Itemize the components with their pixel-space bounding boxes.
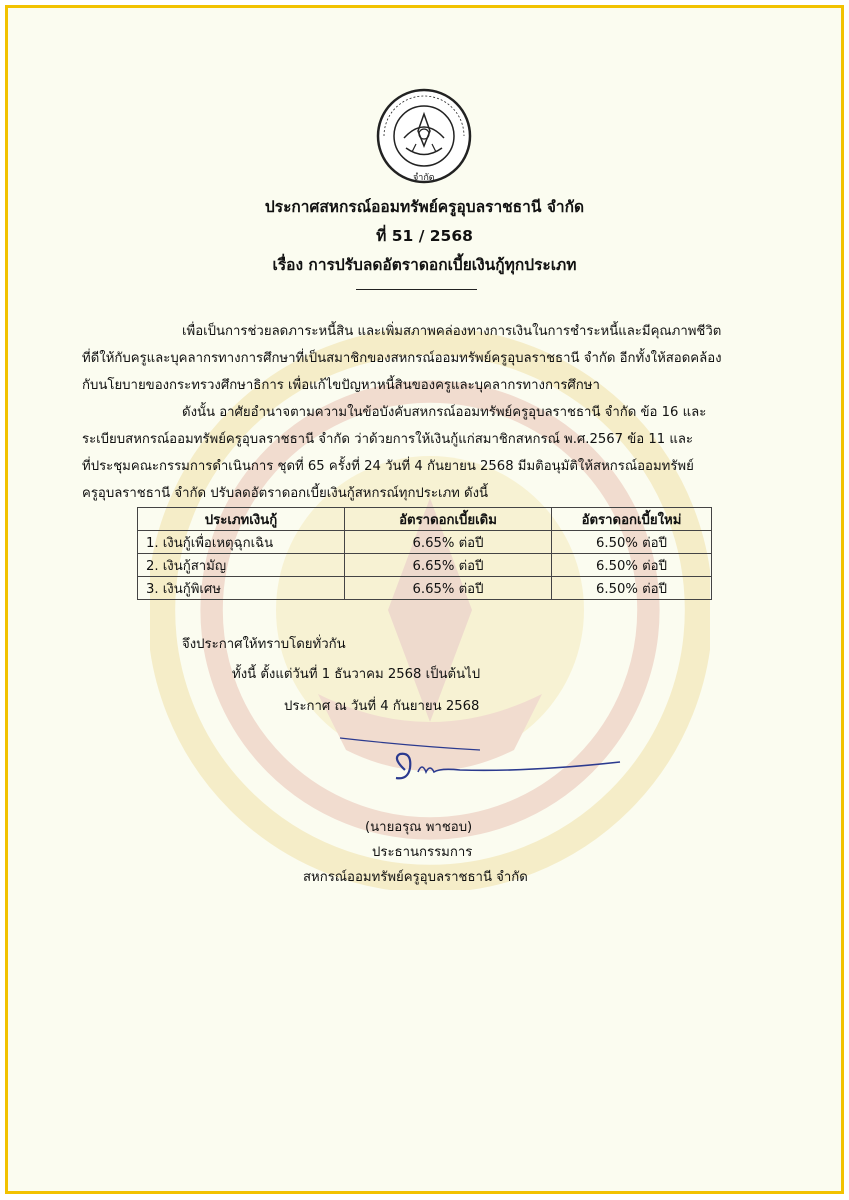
paragraph-2-line-2: ระเบียบสหกรณ์ออมทรัพย์ครูอุบลราชธานี จำกัด ว่าด้วยการให้เงินกู้แก่สมาชิกสหกรณ์ พ.ศ.2567 ข้อ 11 และ [82,432,693,447]
old-rate-cell: 6.65% ต่อปี [345,554,552,577]
loan-type-cell: 3. เงินกู้พิเศษ [138,577,345,600]
new-rate-cell: 6.50% ต่อปี [552,554,712,577]
closing-line-1: จึงประกาศให้ทราบโดยทั่วกัน [182,637,346,652]
announcement-number: ที่ 51 / 2568 [376,227,473,245]
announcement-title: ประกาศสหกรณ์ออมทรัพย์ครูอุบลราชธานี จำกัด [264,198,585,216]
table-header-row [138,508,712,531]
interest-rate-table [137,507,712,600]
logo-caption: จำกัด [413,173,435,183]
loan-type-cell: 2. เงินกู้สามัญ [138,554,345,577]
paragraph-1-line-2: ที่ดีให้กับครูและบุคลากรทางการศึกษาที่เป็นสมาชิกของสหกรณ์ออมทรัพย์ครูอุบลราชธานี จำกัด อีกทั้งให้สอดคล้อง [82,351,722,366]
handwritten-signature [330,728,630,798]
table-row [138,531,712,554]
new-rate-cell: 6.50% ต่อปี [552,531,712,554]
title-divider [356,289,477,290]
announcement-subject: เรื่อง การปรับลดอัตราดอกเบี้ยเงินกู้ทุกประเภท [272,256,577,274]
old-rate-cell: 6.65% ต่อปี [345,577,552,600]
column-header-new-rate: อัตราดอกเบี้ยใหม่ [552,508,712,531]
table-row [138,554,712,577]
paragraph-1-line-1: เพื่อเป็นการช่วยลดภาระหนี้สิน และเพิ่มสภาพคล่องทางการเงินในการชำระหนี้และมีคุณภาพชีวิต [182,324,722,339]
paragraph-2-line-3: ที่ประชุมคณะกรรมการดำเนินการ ชุดที่ 65 ครั้งที่ 24 วันที่ 4 กันยายน 2568 มีมติอนุมัติให้สหกรณ์ออมทรัพย์ [82,459,694,474]
old-rate-cell: 6.65% ต่อปี [345,531,552,554]
announcement-date-line: ประกาศ ณ วันที่ 4 กันยายน 2568 [284,699,480,714]
signatory-organization: สหกรณ์ออมทรัพย์ครูอุบลราชธานี จำกัด [303,870,528,885]
new-rate-cell: 6.50% ต่อปี [552,577,712,600]
signatory-name: (นายอรุณ พาชอบ) [365,820,473,835]
loan-type-cell: 1. เงินกู้เพื่อเหตุฉุกเฉิน [138,531,345,554]
paragraph-2-line-1: ดังนั้น อาศัยอำนาจตามความในข้อบังคับสหกรณ์ออมทรัพย์ครูอุบลราชธานี จำกัด ข้อ 16 และ [182,405,707,420]
table-row [138,577,712,600]
column-header-loan-type: ประเภทเงินกู้ [138,508,345,531]
column-header-old-rate: อัตราดอกเบี้ยเดิม [345,508,552,531]
paragraph-1-line-3: กับนโยบายของกระทรวงศึกษาธิการ เพื่อแก้ไขปัญหาหนี้สินของครูและบุคลากรทางการศึกษา [82,378,600,393]
effective-date-line: ทั้งนี้ ตั้งแต่วันที่ 1 ธันวาคม 2568 เป็นต้นไป [232,667,481,682]
paragraph-2-line-4: ครูอุบลราชธานี จำกัด ปรับลดอัตราดอกเบี้ยเงินกู้สหกรณ์ทุกประเภท ดังนี้ [82,486,489,501]
signatory-position: ประธานกรรมการ [372,845,473,860]
